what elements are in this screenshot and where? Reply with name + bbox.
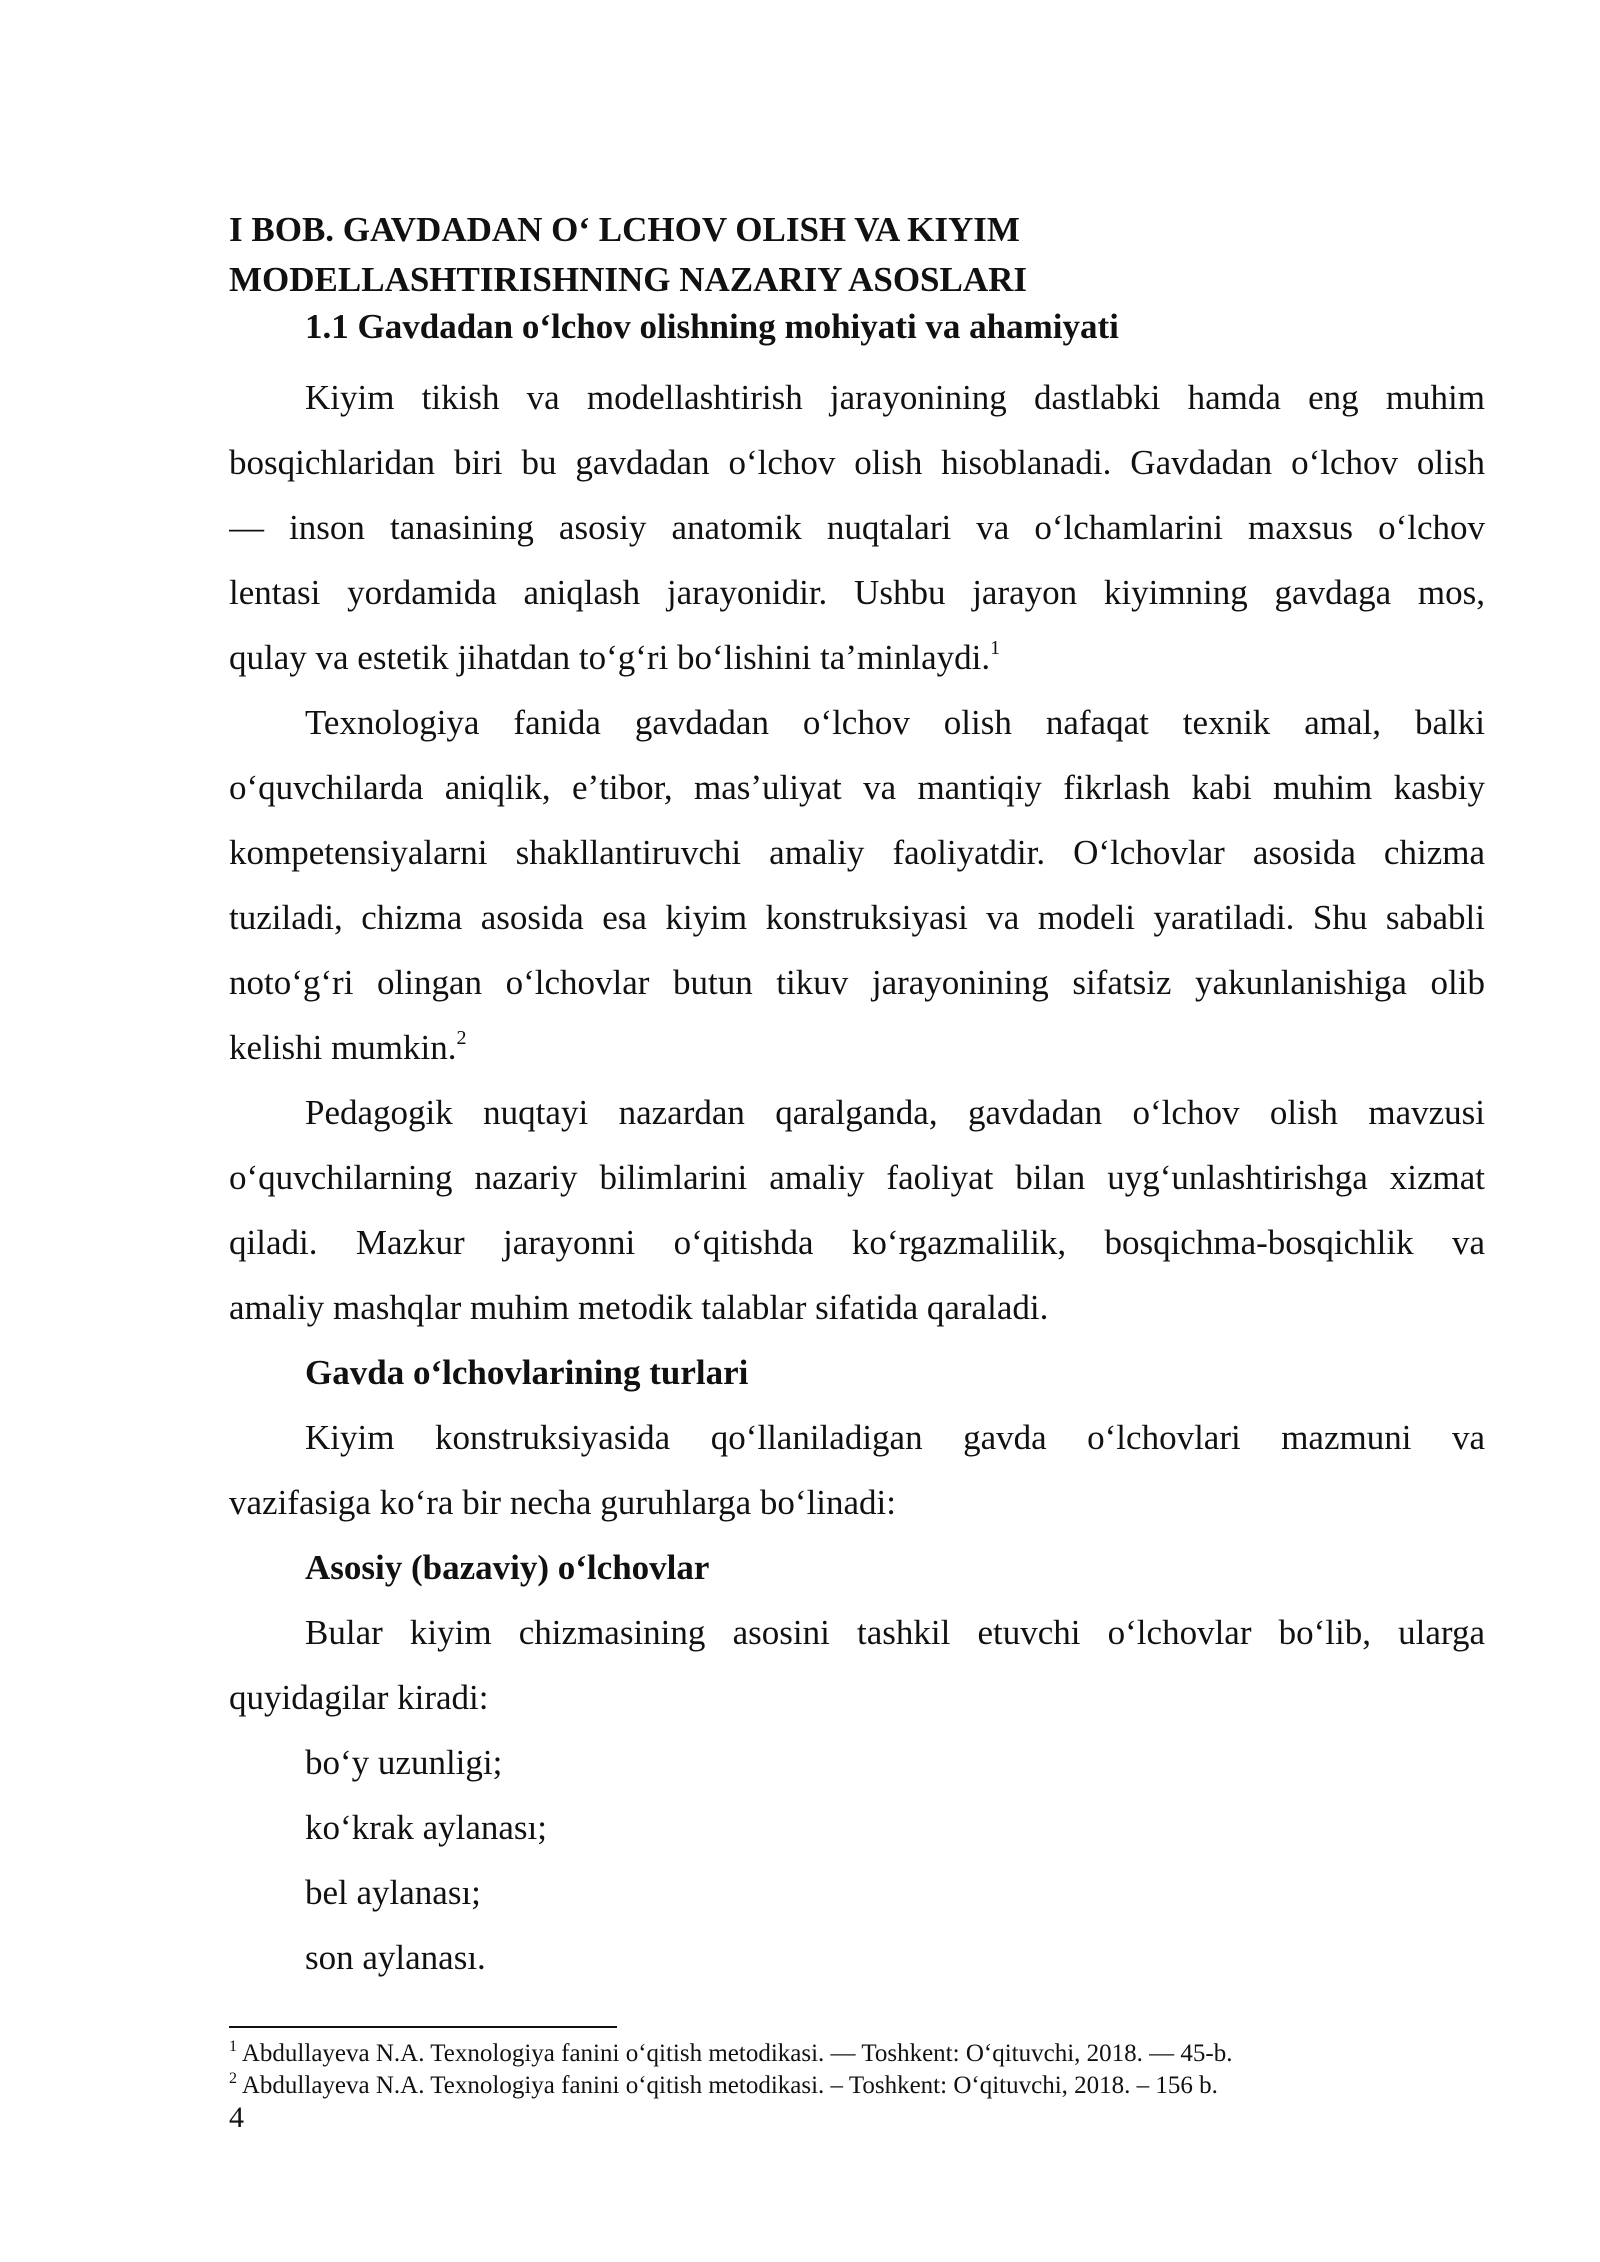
footnote-text: Abdullayeva N.A. Texnologiya fanini oʻqitish metodikasi. – Toshkent: Oʻqituvchi, 2018. – 156 b. <box>241 2072 1218 2099</box>
footnote-ref-2[interactable]: 2 <box>456 1027 467 1050</box>
list-item: bel aylanası; <box>305 1873 481 1912</box>
subheading-basic-measurements: Asosiy (bazaviy) oʻlchovlar <box>305 1548 710 1587</box>
list-item: boʻy uzunligi; <box>305 1743 503 1782</box>
paragraph-line: tuziladi, chizma asosida esa kiyim konstruksiyasi va modeli yaratiladi. Shu sababli <box>229 898 1485 937</box>
footnotes <box>229 2038 1485 2102</box>
paragraph-text: qulay va estetik jihatdan toʻgʻri boʻlishini taʼminlaydi. <box>229 638 991 677</box>
paragraph-line: kompetensiyalarni shakllantiruvchi amaliy faoliyatdir. Oʻlchovlar asosida chizma <box>229 833 1485 872</box>
paragraph-line-last: amaliy mashqlar muhim metodik talablar sifatida qaraladi. <box>229 1288 1049 1327</box>
chapter-title-line-2: MODELLASHTIRISHNING NAZARIY ASOSLARI <box>229 260 1028 299</box>
chapter-title <box>229 205 1485 305</box>
paragraph-line: lentasi yordamida aniqlash jarayonidir. Ushbu jarayon kiyimning gavdaga mos, <box>229 573 1485 612</box>
subheading-measurement-types: Gavda oʻlchovlarining turlari <box>305 1353 749 1392</box>
paragraph-line: Bular kiyim chizmasining asosini tashkil etuvchi oʻlchovlar boʻlib, ularga <box>305 1613 1485 1652</box>
paragraph-1 <box>229 365 1485 690</box>
paragraph-3 <box>229 1080 1485 1340</box>
paragraph-line: Texnologiya fanida gavdadan oʻlchov olish nafaqat texnik amal, balki <box>305 703 1485 742</box>
paragraph-line-last: quyidagilar kiradi: <box>229 1678 489 1717</box>
footnote-separator <box>229 2026 617 2028</box>
paragraph-4 <box>229 1405 1485 1535</box>
measurement-list <box>229 1730 1485 1990</box>
paragraph-line: Kiyim konstruksiyasida qoʻllaniladigan gavda oʻlchovlari mazmuni va <box>305 1418 1485 1457</box>
paragraph-text: kelishi mumkin. <box>229 1028 457 1067</box>
paragraph-line: qiladi. Mazkur jarayonni oʻqitishda koʻrgazmalilik, bosqichma-bosqichlik va <box>229 1223 1485 1262</box>
paragraph-line-last <box>229 625 1485 690</box>
footnote-text: Abdullayeva N.A. Texnologiya fanini oʻqitish metodikasi. — Toshkent: Oʻqituvchi, 2018. — 45-b. <box>241 2040 1233 2067</box>
section-title: 1.1 Gavdadan oʻlchov olishning mohiyati va ahamiyati <box>305 307 1119 346</box>
paragraph-line: bosqichlaridan biri bu gavdadan oʻlchov olish hisoblanadi. Gavdadan oʻlchov olish <box>229 443 1485 482</box>
paragraph-line: — inson tanasining asosiy anatomik nuqtalari va oʻlchamlarini maxsus oʻlchov <box>229 508 1485 547</box>
footnote-ref-1[interactable]: 1 <box>990 637 1001 660</box>
paragraph-line-last: vazifasiga koʻra bir necha guruhlarga boʻlinadi: <box>229 1483 896 1522</box>
document-body <box>229 365 1485 1990</box>
paragraph-5 <box>229 1600 1485 1730</box>
paragraph-line: Pedagogik nuqtayi nazardan qaralganda, gavdadan oʻlchov olish mavzusi <box>305 1093 1485 1132</box>
chapter-title-line-1: I BOB. GAVDADAN Oʻ LCHOV OLISH VA KIYIM <box>229 210 1020 249</box>
paragraph-2 <box>229 690 1485 1080</box>
list-item: son aylanası. <box>305 1938 486 1977</box>
footnote-2 <box>229 2070 1485 2102</box>
paragraph-line-last <box>229 1015 1485 1080</box>
paragraph-line: notoʻgʻri olingan oʻlchovlar butun tikuv jarayonining sifatsiz yakunlanishiga olib <box>229 963 1485 1002</box>
footnote-number: 2 <box>229 2069 237 2087</box>
paragraph-line: oʻquvchilarning nazariy bilimlarini amaliy faoliyat bilan uygʻunlashtirishga xizmat <box>229 1158 1485 1197</box>
paragraph-line: oʻquvchilarda aniqlik, eʼtibor, masʼuliyat va mantiqiy fikrlash kabi muhim kasbiy <box>229 768 1485 807</box>
document-page <box>229 0 1485 2262</box>
page-number: 4 <box>229 2101 244 2134</box>
footnote-1 <box>229 2038 1485 2070</box>
footnote-number: 1 <box>229 2037 237 2055</box>
list-item: koʻkrak aylanası; <box>305 1808 547 1847</box>
paragraph-line: Kiyim tikish va modellashtirish jarayonining dastlabki hamda eng muhim <box>305 378 1485 417</box>
